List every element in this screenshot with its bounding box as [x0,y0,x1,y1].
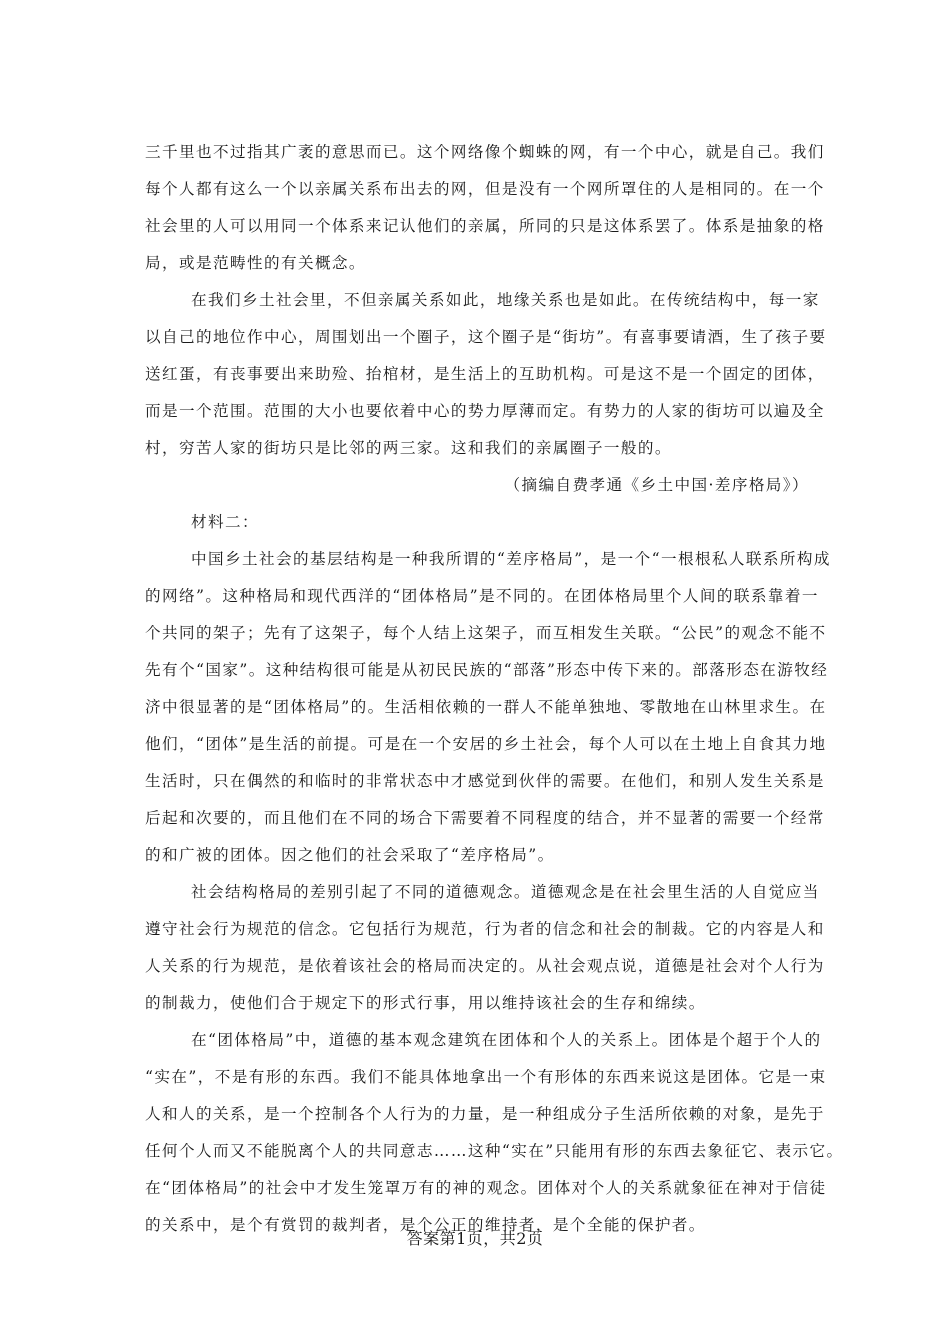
document-body [145,134,844,1244]
text-line: 中国乡土社会的基层结构是一种我所谓的“差序格局”，是一个“一根根私人联系所构成 [191,550,831,568]
text-line: 在“团体格局”的社会中才发生笼罩万有的神的观念。团体对个人的关系就象征在神对于信徒 [145,1179,827,1197]
paragraph [145,1022,844,1244]
text-line: 在我们乡土社会里，不但亲属关系如此，地缘关系也是如此。在传统结构中，每一家 [191,291,820,309]
text-line: 而是一个范围。范围的大小也要依着中心的势力厚薄而定。有势力的人家的街坊可以遍及全 [145,402,825,420]
text-line: 任何个人而又不能脱离个人的共同意志……这种“实在”只能用有形的东西去象征它、表示它。 [145,1142,844,1160]
source-citation: （摘编自费孝通《乡土中国·差序格局》） [504,476,809,494]
text-line: 社会结构格局的差别引起了不同的道德观念。道德观念是在社会里生活的人自觉应当 [191,883,820,901]
paragraph-continued [145,134,825,282]
text-line: 济中很显著的是“团体格局”的。生活相依赖的一群人不能单独地、零散地在山林里求生。在 [145,698,827,716]
text-line: 人关系的行为规范，是依着该社会的格局而决定的。从社会观点说，道德是社会对个人行为 [145,957,825,975]
text-line: 在“团体格局”中，道德的基本观念建筑在团体和个人的关系上。团体是个超于个人的 [191,1031,822,1049]
text-line: 遵守社会行为规范的信念。它包括行为规范，行为者的信念和社会的制裁。它的内容是人和 [145,920,825,938]
text-line: 每个人都有这么一个以亲属关系布出去的网，但是没有一个网所罩住的人是相同的。在一个 [145,180,825,198]
text-line: 先有个“国家”。这种结构很可能是从初民民族的“部落”形态中传下来的。部落形态在游牧经 [145,661,829,679]
text-line: 社会里的人可以用同一个体系来记认他们的亲属，所同的只是这体系罢了。体系是抽象的格 [145,217,825,235]
text-line: 以自己的地位作中心，周围划出一个圈子，这个圈子是“街坊”。有喜事要请酒，生了孩子要 [145,328,827,346]
material-heading: 材料二： [191,513,259,531]
text-line: “实在”，不是有形的东西。我们不能具体地拿出一个有形体的东西来说这是团体。它是一束 [145,1068,827,1086]
paragraph [145,874,825,1022]
text-line: 的制裁力，使他们合于规定下的形式行事，用以维持该社会的生存和绵续。 [145,994,706,1012]
text-line: 个共同的架子；先有了这架子，每个人结上这架子，而互相发生关联。“公民”的观念不能不 [145,624,827,642]
text-line: 村，穷苦人家的街坊只是比邻的两三家。这和我们的亲属圈子一般的。 [145,439,672,457]
text-line: 的关系中，是个有赏罚的裁判者，是个公正的维持者，是个全能的保护者。 [145,1216,706,1234]
text-line: 的和广被的团体。因之他们的社会采取了“差序格局”。 [145,846,555,864]
text-line: 生活时，只在偶然的和临时的非常状态中才感觉到伙伴的需要。在他们，和别人发生关系是 [145,772,825,790]
paragraph [145,282,827,467]
text-line: 送红蛋，有丧事要出来助殓、抬棺材，是生活上的互助机构。可是这不是一个固定的团体， [145,365,825,383]
text-line: 局，或是范畴性的有关概念。 [145,254,366,272]
text-line: 的网络”。这种格局和现代西洋的“团体格局”是不同的。在团体格局里个人间的联系靠着一 [145,587,819,605]
text-line: 人和人的关系，是一个控制各个人行为的力量，是一种组成分子生活所依赖的对象，是先于 [145,1105,825,1123]
paragraph [145,541,831,874]
text-line: 后起和次要的，而且他们在不同的场合下需要着不同程度的结合，并不显著的需要一个经常 [145,809,825,827]
text-line: 他们，“团体”是生活的前提。可是在一个安居的乡土社会，每个人可以在土地上自食其力地 [145,735,827,753]
page-footer: 答案第1页，共2页 [406,1229,544,1248]
text-line: 三千里也不过指其广袤的意思而已。这个网络像个蜘蛛的网，有一个中心，就是自己。我们 [145,143,825,161]
